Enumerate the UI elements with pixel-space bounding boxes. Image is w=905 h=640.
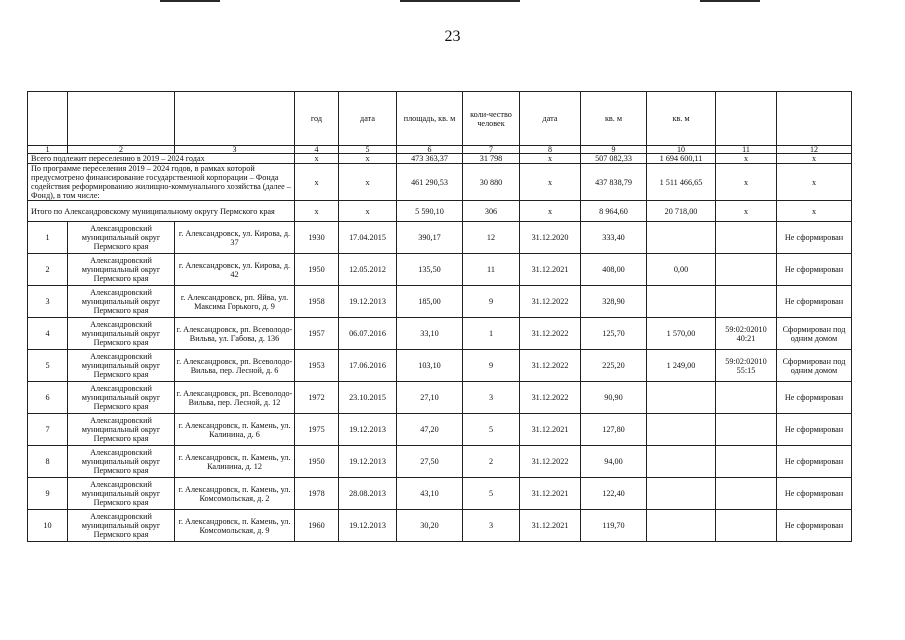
address-cell: г. Александровск, ул. Кирова, д. 37	[175, 222, 295, 254]
row-number: 2	[28, 254, 68, 286]
summary-cell: x	[716, 154, 777, 164]
sqm-cell: 408,00	[581, 254, 647, 286]
address-cell: г. Александровск, ул. Кирова, д. 42	[175, 254, 295, 286]
municipality-cell: Александровский муниципальный округ Пермского края	[68, 446, 175, 478]
date2-cell: 31.12.2021	[520, 414, 581, 446]
summary-cell: x	[339, 154, 397, 164]
date2-cell: 31.12.2021	[520, 254, 581, 286]
status-cell: Не сформирован	[777, 254, 852, 286]
year-cell: 1953	[295, 350, 339, 382]
people-cell: 12	[463, 222, 520, 254]
column-number: 7	[463, 146, 520, 154]
column-number: 1	[28, 146, 68, 154]
date2-cell: 31.12.2022	[520, 350, 581, 382]
municipality-cell: Александровский муниципальный округ Пермского края	[68, 254, 175, 286]
summary-row-total	[28, 154, 852, 164]
area-cell: 135,50	[397, 254, 463, 286]
summary-cell: 437 838,79	[581, 164, 647, 201]
column-number: 3	[175, 146, 295, 154]
area-cell: 30,20	[397, 510, 463, 542]
people-cell: 5	[463, 414, 520, 446]
sqm2-cell	[647, 222, 716, 254]
scan-edge-mark	[400, 0, 520, 2]
status-cell: Не сформирован	[777, 478, 852, 510]
sqm-cell: 225,20	[581, 350, 647, 382]
cadastral-cell	[716, 510, 777, 542]
header-cell-date: дата	[339, 92, 397, 146]
year-cell: 1950	[295, 254, 339, 286]
table-row	[28, 318, 852, 350]
area-cell: 47,20	[397, 414, 463, 446]
area-cell: 33,10	[397, 318, 463, 350]
date-cell: 19.12.2013	[339, 286, 397, 318]
row-number: 8	[28, 446, 68, 478]
column-number: 2	[68, 146, 175, 154]
sqm2-cell	[647, 478, 716, 510]
row-number: 5	[28, 350, 68, 382]
date-cell: 17.04.2015	[339, 222, 397, 254]
date2-cell: 31.12.2021	[520, 510, 581, 542]
sqm2-cell	[647, 414, 716, 446]
sqm-cell: 125,70	[581, 318, 647, 350]
people-cell: 2	[463, 446, 520, 478]
area-cell: 27,50	[397, 446, 463, 478]
status-cell: Не сформирован	[777, 414, 852, 446]
sqm-cell: 127,80	[581, 414, 647, 446]
area-cell: 27,10	[397, 382, 463, 414]
header-cell	[68, 92, 175, 146]
header-cell	[777, 92, 852, 146]
summary-cell: 30 880	[463, 164, 520, 201]
status-cell: Не сформирован	[777, 222, 852, 254]
resettlement-table	[27, 91, 852, 542]
date2-cell: 31.12.2022	[520, 446, 581, 478]
year-cell: 1950	[295, 446, 339, 478]
people-cell: 9	[463, 350, 520, 382]
summary-cell: x	[520, 201, 581, 222]
date2-cell: 31.12.2020	[520, 222, 581, 254]
table-row	[28, 478, 852, 510]
table-row	[28, 510, 852, 542]
row-number: 7	[28, 414, 68, 446]
sqm2-cell	[647, 510, 716, 542]
municipality-cell: Александровский муниципальный округ Пермского края	[68, 286, 175, 318]
summary-cell: x	[777, 201, 852, 222]
address-cell: г. Александровск, п. Камень, ул. Комсомольская, д. 2	[175, 478, 295, 510]
summary-cell: 1 694 600,11	[647, 154, 716, 164]
column-number: 5	[339, 146, 397, 154]
sqm2-cell	[647, 382, 716, 414]
date-cell: 12.05.2012	[339, 254, 397, 286]
address-cell: г. Александровск, п. Камень, ул. Калинина, д. 6	[175, 414, 295, 446]
cadastral-cell: 59:02:02010 55:15	[716, 350, 777, 382]
municipality-cell: Александровский муниципальный округ Пермского края	[68, 382, 175, 414]
date2-cell: 31.12.2021	[520, 478, 581, 510]
column-number-row	[28, 146, 852, 154]
date2-cell: 31.12.2022	[520, 318, 581, 350]
summary-cell: 306	[463, 201, 520, 222]
people-cell: 11	[463, 254, 520, 286]
summary-cell: x	[716, 164, 777, 201]
cadastral-cell	[716, 478, 777, 510]
sqm-cell: 119,70	[581, 510, 647, 542]
column-number: 4	[295, 146, 339, 154]
cadastral-cell	[716, 286, 777, 318]
status-cell: Не сформирован	[777, 446, 852, 478]
date-cell: 19.12.2013	[339, 446, 397, 478]
date-cell: 17.06.2016	[339, 350, 397, 382]
table-row	[28, 286, 852, 318]
sqm-cell: 94,00	[581, 446, 647, 478]
summary-cell: x	[339, 164, 397, 201]
people-cell: 9	[463, 286, 520, 318]
summary-label: Всего подлежит переселению в 2019 – 2024 годах	[28, 154, 295, 164]
summary-cell: 5 590,10	[397, 201, 463, 222]
row-number: 10	[28, 510, 68, 542]
summary-cell: x	[520, 164, 581, 201]
cadastral-cell: 59:02:02010 40:21	[716, 318, 777, 350]
year-cell: 1978	[295, 478, 339, 510]
municipality-cell: Александровский муниципальный округ Пермского края	[68, 510, 175, 542]
date-cell: 19.12.2013	[339, 414, 397, 446]
summary-cell: x	[716, 201, 777, 222]
people-cell: 3	[463, 382, 520, 414]
address-cell: г. Александровск, рп. Всеволодо-Вильва, ул. Габова, д. 136	[175, 318, 295, 350]
summary-cell: x	[295, 154, 339, 164]
summary-cell: x	[777, 154, 852, 164]
people-cell: 1	[463, 318, 520, 350]
row-number: 6	[28, 382, 68, 414]
cadastral-cell	[716, 446, 777, 478]
cadastral-cell	[716, 254, 777, 286]
status-cell: Не сформирован	[777, 510, 852, 542]
summary-cell: x	[520, 154, 581, 164]
status-cell: Сформирован под одним домом	[777, 318, 852, 350]
column-number: 8	[520, 146, 581, 154]
area-cell: 390,17	[397, 222, 463, 254]
sqm-cell: 328,90	[581, 286, 647, 318]
summary-row-district	[28, 201, 852, 222]
date-cell: 19.12.2013	[339, 510, 397, 542]
municipality-cell: Александровский муниципальный округ Пермского края	[68, 222, 175, 254]
summary-cell: 20 718,00	[647, 201, 716, 222]
summary-cell: 31 798	[463, 154, 520, 164]
row-number: 3	[28, 286, 68, 318]
date2-cell: 31.12.2022	[520, 286, 581, 318]
year-cell: 1975	[295, 414, 339, 446]
cadastral-cell	[716, 414, 777, 446]
address-cell: г. Александровск, п. Камень, ул. Калинина, д. 12	[175, 446, 295, 478]
area-cell: 103,10	[397, 350, 463, 382]
status-cell: Не сформирован	[777, 286, 852, 318]
column-number: 10	[647, 146, 716, 154]
table-row	[28, 414, 852, 446]
area-cell: 43,10	[397, 478, 463, 510]
header-cell-sqm: кв. м	[581, 92, 647, 146]
summary-cell: x	[339, 201, 397, 222]
date-cell: 06.07.2016	[339, 318, 397, 350]
area-cell: 185,00	[397, 286, 463, 318]
people-cell: 5	[463, 478, 520, 510]
table-row	[28, 254, 852, 286]
year-cell: 1957	[295, 318, 339, 350]
address-cell: г. Александровск, рп. Всеволодо-Вильва, пер. Лесной, д. 6	[175, 350, 295, 382]
header-cell	[716, 92, 777, 146]
year-cell: 1930	[295, 222, 339, 254]
date2-cell: 31.12.2022	[520, 382, 581, 414]
year-cell: 1958	[295, 286, 339, 318]
header-cell-sqm-2: кв. м	[647, 92, 716, 146]
summary-cell: 473 363,37	[397, 154, 463, 164]
table-row	[28, 222, 852, 254]
table-row	[28, 382, 852, 414]
sqm2-cell: 1 249,00	[647, 350, 716, 382]
page-number: 23	[444, 28, 461, 45]
header-cell-area: площадь, кв. м	[397, 92, 463, 146]
table-row	[28, 350, 852, 382]
summary-cell: 461 290,53	[397, 164, 463, 201]
sqm-cell: 90,90	[581, 382, 647, 414]
sqm2-cell	[647, 286, 716, 318]
year-cell: 1960	[295, 510, 339, 542]
address-cell: г. Александровск, рп. Всеволодо-Вильва, пер. Лесной, д. 12	[175, 382, 295, 414]
summary-label: Итого по Александровскому муниципальному округу Пермского края	[28, 201, 295, 222]
sqm2-cell	[647, 446, 716, 478]
column-number: 12	[777, 146, 852, 154]
sqm2-cell: 1 570,00	[647, 318, 716, 350]
header-cell-year: год	[295, 92, 339, 146]
scan-edge-mark	[700, 0, 760, 2]
municipality-cell: Александровский муниципальный округ Пермского края	[68, 350, 175, 382]
address-cell: г. Александровск, рп. Яйва, ул. Максима Горького, д. 9	[175, 286, 295, 318]
summary-cell: x	[777, 164, 852, 201]
row-number: 9	[28, 478, 68, 510]
summary-cell: 507 082,33	[581, 154, 647, 164]
status-cell: Не сформирован	[777, 382, 852, 414]
header-cell-people: коли-чество человек	[463, 92, 520, 146]
year-cell: 1972	[295, 382, 339, 414]
summary-cell: 1 511 466,65	[647, 164, 716, 201]
summary-label: По программе переселения 2019 – 2024 годов, в рамках которой предусмотрено финансирование государственной корпорации – Фонда содействия реформированию жилищно-коммунального хозяйства (далее – Фонд), в том числе:	[28, 164, 295, 201]
header-cell	[175, 92, 295, 146]
status-cell: Сформирован под одним домом	[777, 350, 852, 382]
cadastral-cell	[716, 382, 777, 414]
municipality-cell: Александровский муниципальный округ Пермского края	[68, 318, 175, 350]
summary-cell: x	[295, 164, 339, 201]
header-cell-date-2: дата	[520, 92, 581, 146]
column-number: 11	[716, 146, 777, 154]
municipality-cell: Александровский муниципальный округ Пермского края	[68, 478, 175, 510]
table-row	[28, 446, 852, 478]
row-number: 1	[28, 222, 68, 254]
sqm2-cell: 0,00	[647, 254, 716, 286]
column-number: 9	[581, 146, 647, 154]
address-cell: г. Александровск, п. Камень, ул. Комсомольская, д. 9	[175, 510, 295, 542]
date-cell: 23.10.2015	[339, 382, 397, 414]
date-cell: 28.08.2013	[339, 478, 397, 510]
scan-edge-mark	[160, 0, 220, 2]
sqm-cell: 333,40	[581, 222, 647, 254]
header-cell	[28, 92, 68, 146]
column-number: 6	[397, 146, 463, 154]
summary-cell: 8 964,60	[581, 201, 647, 222]
header-row	[28, 92, 852, 146]
summary-row-fund	[28, 164, 852, 201]
summary-cell: x	[295, 201, 339, 222]
people-cell: 3	[463, 510, 520, 542]
cadastral-cell	[716, 222, 777, 254]
row-number: 4	[28, 318, 68, 350]
sqm-cell: 122,40	[581, 478, 647, 510]
municipality-cell: Александровский муниципальный округ Пермского края	[68, 414, 175, 446]
